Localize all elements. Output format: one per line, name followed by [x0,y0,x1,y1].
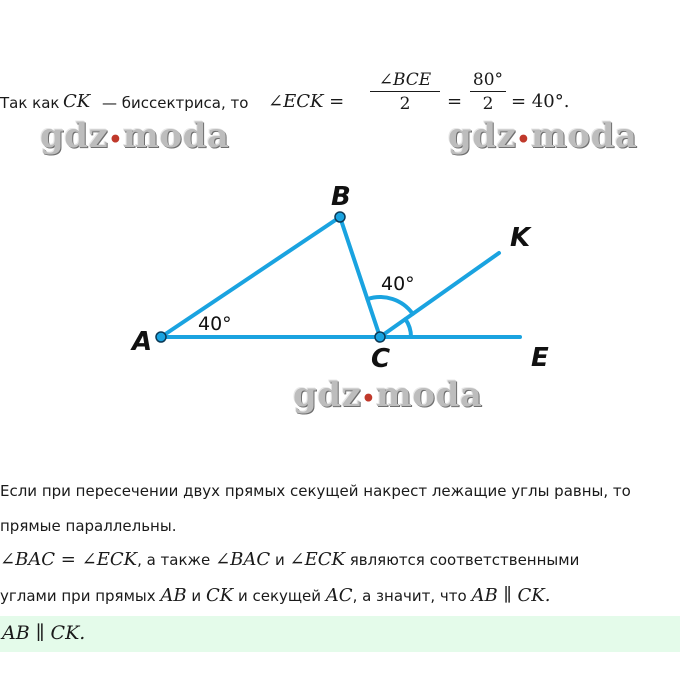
text-fragment: , а также [137,551,211,569]
fraction-bce [370,70,440,114]
equal-angles: ∠BAC = ∠ECK [0,549,138,570]
arc-angle-bck [367,297,412,314]
fraction-80 [470,70,506,114]
theorem-line-1: Если при пересечении двух прямых секущей накрест лежащие углы равны, то [0,482,631,500]
reasoning-line-3 [0,549,680,570]
statement-middle: — биссектриса, то [102,94,249,112]
answer-box [0,616,680,652]
equals-sign: = [447,91,463,112]
point-b [335,212,345,222]
fraction-bce-denominator: 2 [399,94,411,115]
text-fragment: являются соответственными [349,551,580,569]
fraction-bar [470,91,506,92]
angle-bac: ∠BAC [215,549,271,570]
label-e: E [531,343,549,373]
text-fragment: , а значит, что [352,587,467,605]
point-c [375,332,385,342]
watermark-logo: gdz•moda [293,375,483,415]
angle-eck-expression: ∠ECK = [268,91,345,112]
fraction-80-numerator: 80° [472,70,504,90]
text-fragment: и [191,587,202,605]
text-fragment: и секущей [237,587,321,605]
arc-angle-eck [405,319,411,337]
ray-ck [380,253,499,337]
bisector-statement [0,70,680,120]
text-fragment: углами при прямых [0,587,156,605]
secant-ac: AC [325,585,353,606]
statement-prefix: Так как [0,94,60,112]
line-ab: AB [160,585,187,606]
fraction-bce-numerator: ∠BCE [378,70,432,90]
answer-text: AB ∥ CK. [2,622,86,644]
parallel-conclusion: AB ∥ CK. [471,585,551,606]
segment-ab [161,217,340,337]
point-a [156,332,166,342]
segment-bc [340,217,380,337]
watermark-logo: gdz•moda [448,116,638,156]
angle-eck: ∠ECK [289,549,345,570]
segment-ck: CK [63,91,91,112]
label-a: A [132,327,153,357]
watermark-logo: gdz•moda [40,116,230,156]
line-ck: CK [205,585,234,606]
triangle-figure [0,170,680,400]
theorem-line-2: прямые параллельны. [0,517,177,535]
fraction-bar [370,91,440,92]
label-b: B [331,182,351,212]
text-fragment: и [274,551,285,569]
reasoning-line-4 [0,585,680,606]
angle-a-label: 40° [198,313,232,335]
result-value: = 40°. [511,91,570,112]
label-c: C [371,344,391,374]
fraction-80-denominator: 2 [482,94,494,115]
label-k: K [510,223,531,253]
angle-bck-label: 40° [381,273,415,295]
